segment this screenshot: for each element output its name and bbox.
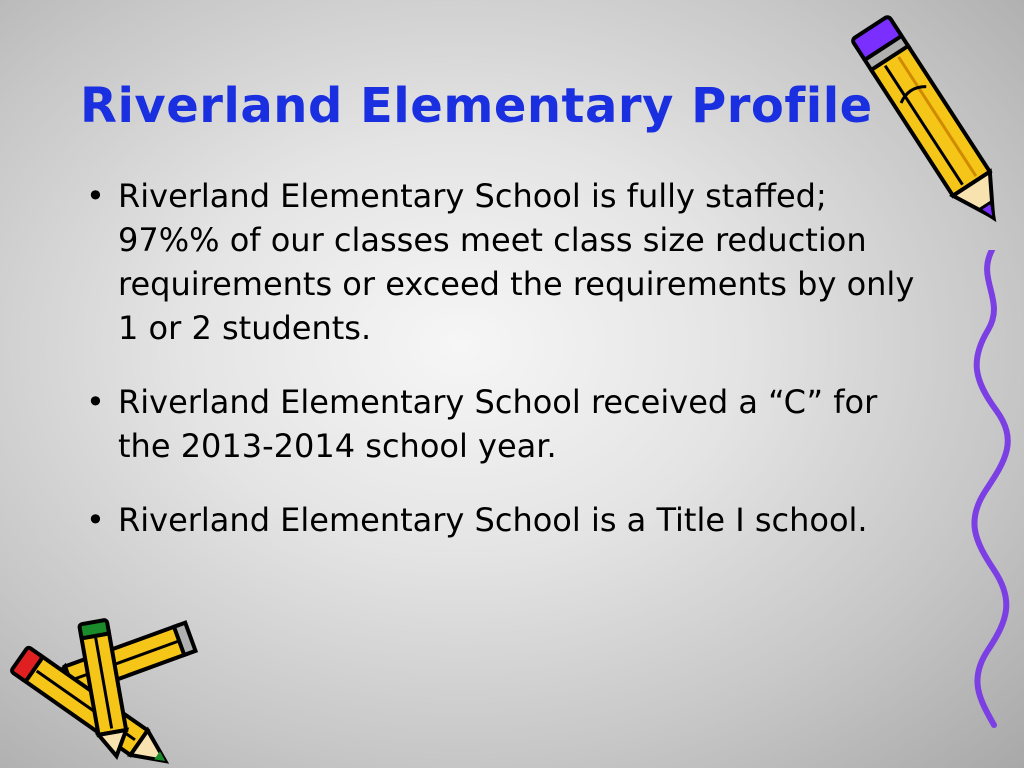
bullet-dot: • xyxy=(86,501,105,539)
bullet-text: Riverland Elementary School is fully staffed; 97%% of our classes meet class size reduction requirements or exceed the requirements by only 1 or 2 students. xyxy=(118,177,915,347)
squiggle-line-icon xyxy=(966,250,1016,730)
bullet-dot: • xyxy=(86,177,105,215)
bullet-item xyxy=(86,380,916,468)
slide-title: Riverland Elementary Profile xyxy=(80,78,873,134)
bullet-item xyxy=(86,174,916,350)
bullet-list xyxy=(86,174,916,572)
bullet-dot: • xyxy=(86,383,105,421)
bullet-item xyxy=(86,498,916,542)
bullet-text: Riverland Elementary School is a Title I school. xyxy=(118,501,868,539)
crossed-pencils-icon xyxy=(0,615,210,765)
bullet-text: Riverland Elementary School received a “C” for the 2013-2014 school year. xyxy=(118,383,878,465)
pencil-icon xyxy=(850,0,1010,250)
